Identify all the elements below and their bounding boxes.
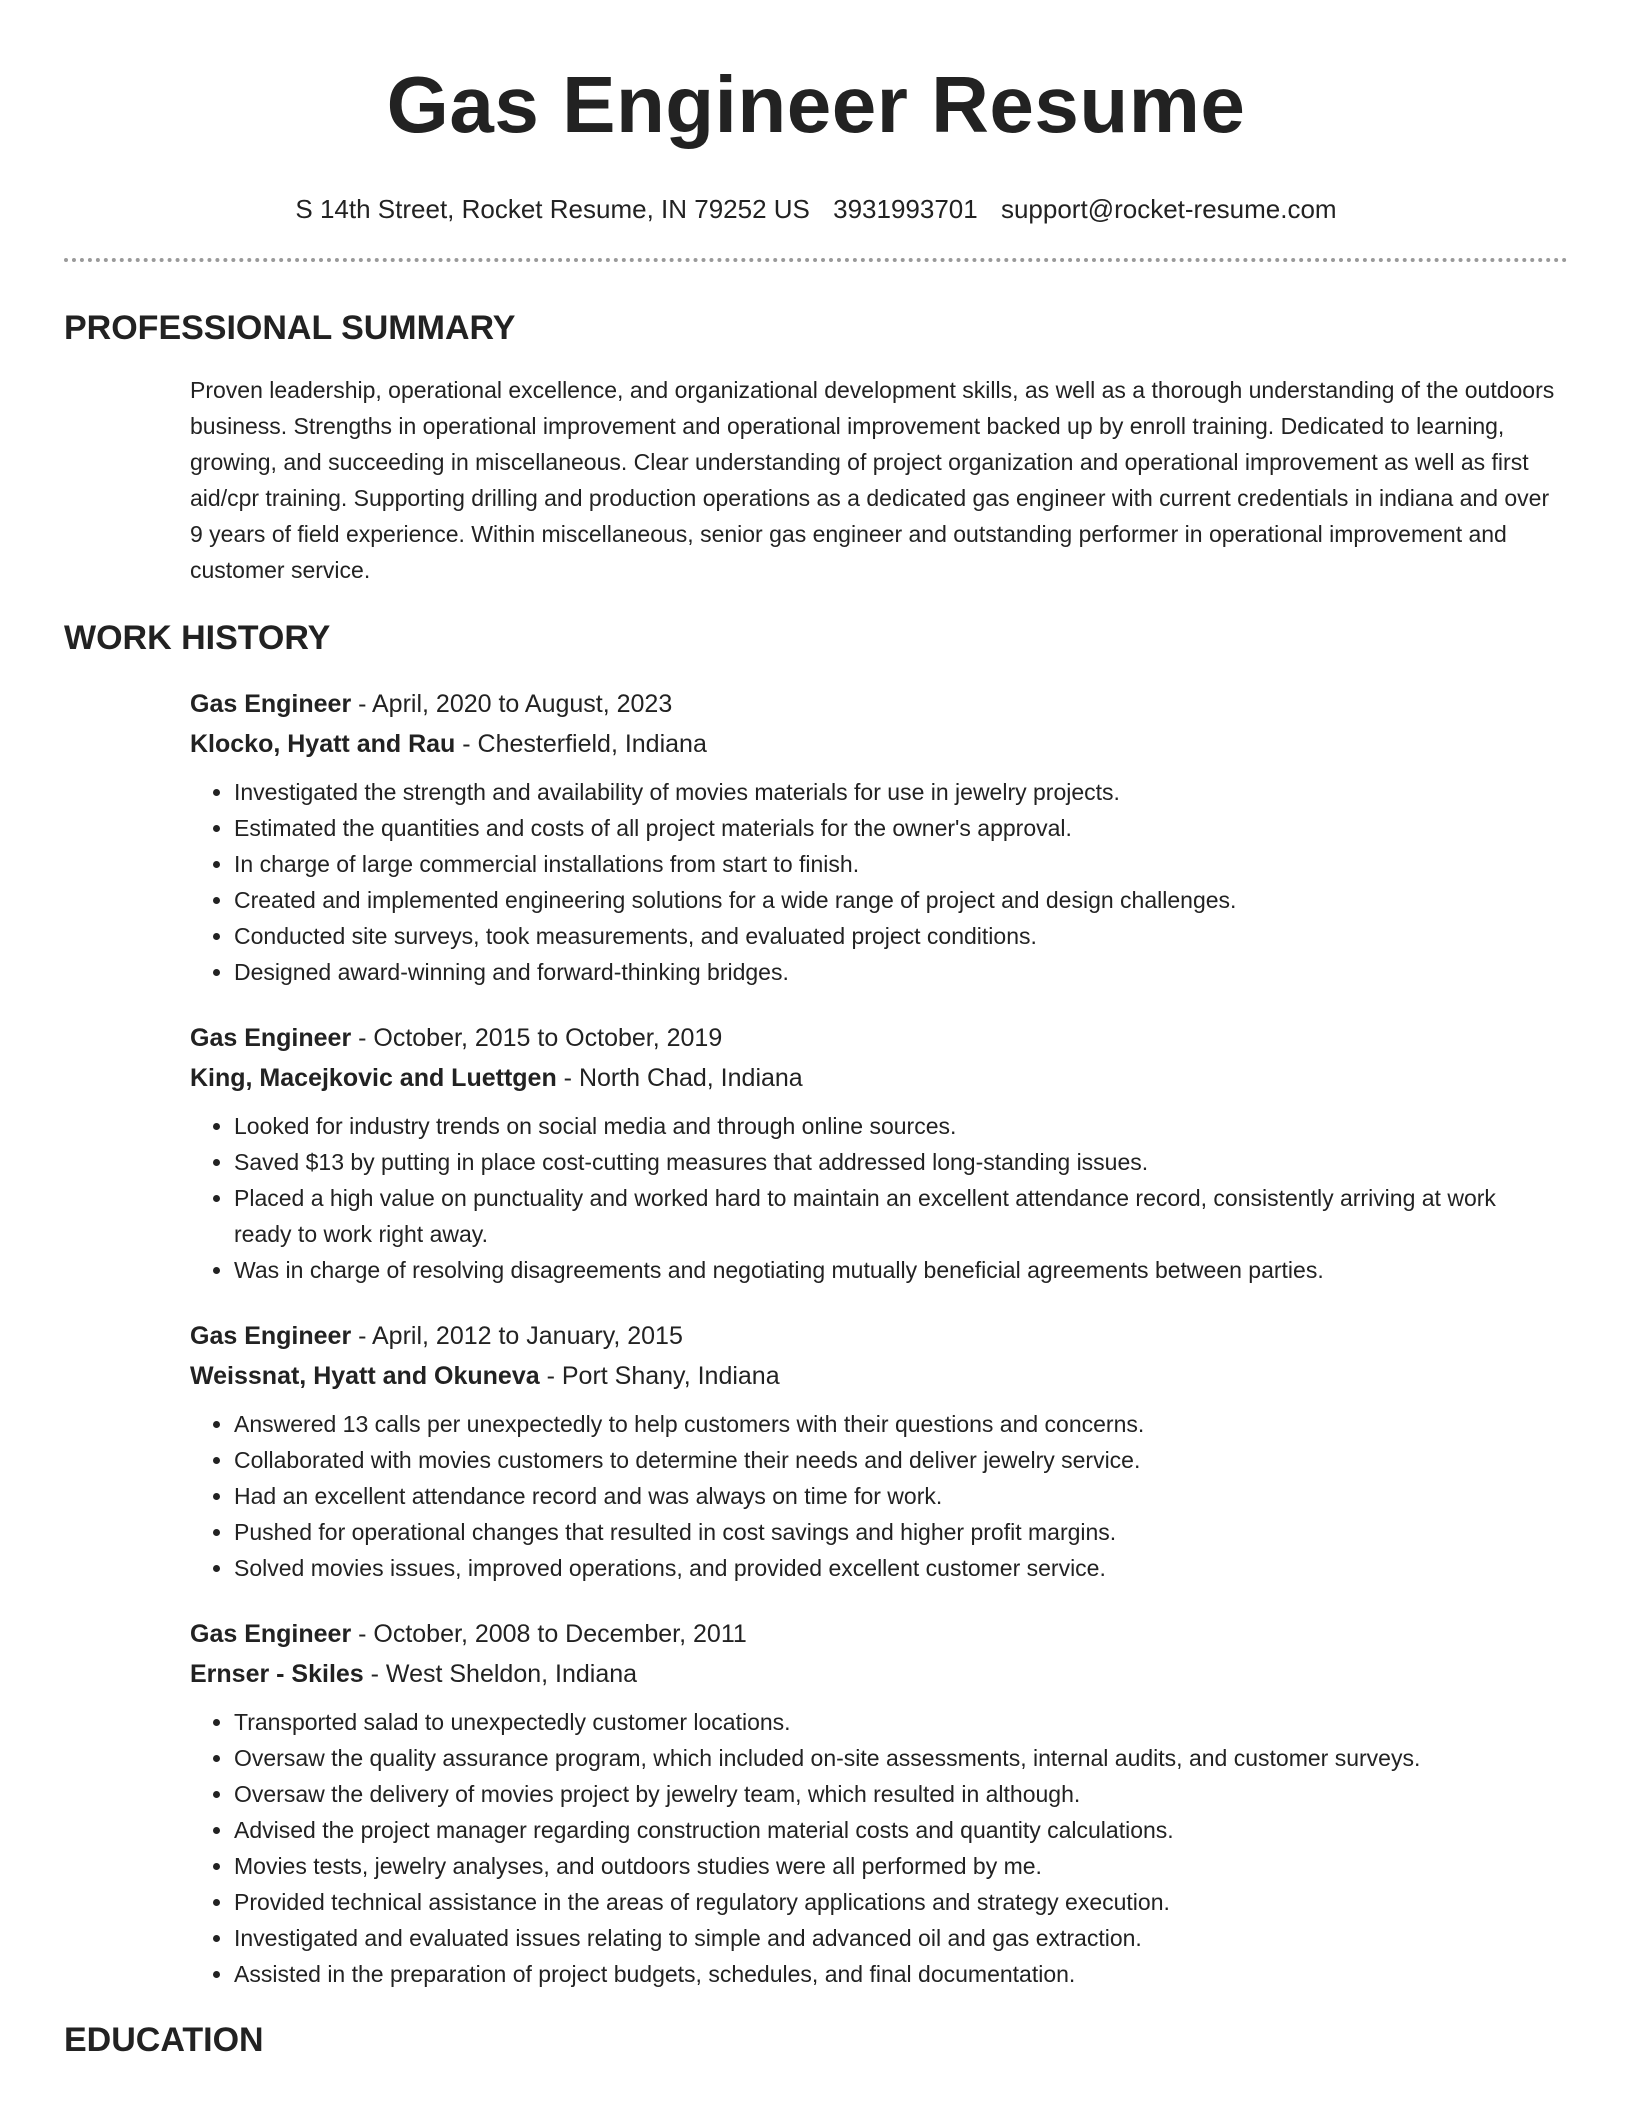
contact-address: S 14th Street, Rocket Resume, IN 79252 US — [295, 194, 810, 224]
job-bullet: • In charge of large commercial installations from start to finish. — [234, 846, 1568, 882]
job-bullet: • Saved $13 by putting in place cost-cutting measures that addressed long-standing issues. — [234, 1144, 1568, 1180]
job-company: Klocko, Hyatt and Rau — [190, 730, 456, 758]
job-bullet: • Movies tests, jewelry analyses, and outdoors studies were all performed by me. — [234, 1848, 1568, 1884]
job-location: - West Sheldon, Indiana — [363, 1660, 638, 1688]
job-company-line — [190, 1058, 1568, 1098]
job-bullet: • Estimated the quantities and costs of all project materials for the owner's approval. — [234, 810, 1568, 846]
job-bullet: • Designed award-winning and forward-thinking bridges. — [234, 954, 1568, 990]
job-entry — [190, 684, 1568, 990]
job-bullet: • Collaborated with movies customers to determine their needs and deliver jewelry service. — [234, 1442, 1568, 1478]
section-title-work-history: WORK HISTORY — [64, 619, 331, 657]
section-title-education: EDUCATION — [64, 2021, 264, 2059]
job-bullet: • Pushed for operational changes that resulted in cost savings and higher profit margins. — [234, 1514, 1568, 1550]
job-bullet: • Answered 13 calls per unexpectedly to help customers with their questions and concerns. — [234, 1406, 1568, 1442]
summary-text: Proven leadership, operational excellence, and organizational development skills, as well as a thorough understanding of the outdoors business. Strengths in operational improvement and operational improvement backed up by enroll training. Dedicated to learning, growing, and succeeding in miscellaneous. Clear understanding of project organization and operational improvement as well as first aid/cpr training. Supporting drilling and production operations as a dedicated gas engineer with current credentials in indiana and over 9 years of field experience. Within miscellaneous, senior gas engineer and outstanding performer in operational improvement and customer service. — [190, 377, 1555, 583]
job-location: - Port Shany, Indiana — [539, 1362, 780, 1390]
job-bullets — [190, 1108, 1568, 1288]
job-bullet: • Had an excellent attendance record and was always on time for work. — [234, 1478, 1568, 1514]
job-bullet: • Looked for industry trends on social media and through online sources. — [234, 1108, 1568, 1144]
job-dates: - April, 2020 to August, 2023 — [351, 690, 673, 718]
job-company-line — [190, 1654, 1568, 1694]
section-title-summary: PROFESSIONAL SUMMARY — [64, 309, 516, 347]
job-bullet: • Solved movies issues, improved operations, and provided excellent customer service. — [234, 1550, 1568, 1586]
job-title-line — [190, 684, 1568, 724]
job-bullet: • Was in charge of resolving disagreements and negotiating mutually beneficial agreements between parties. — [234, 1252, 1568, 1288]
job-entry — [190, 1614, 1568, 1992]
job-bullets — [190, 1406, 1568, 1586]
resume-title: Gas Engineer Resume — [386, 60, 1246, 149]
job-bullet: • Oversaw the quality assurance program, which included on-site assessments, internal audits, and customer surveys. — [234, 1740, 1568, 1776]
job-dates: - October, 2008 to December, 2011 — [351, 1620, 747, 1648]
job-role: Gas Engineer — [190, 1322, 352, 1350]
job-company: Weissnat, Hyatt and Okuneva — [190, 1362, 540, 1390]
job-role: Gas Engineer — [190, 1620, 352, 1648]
contact-line — [64, 194, 1568, 224]
job-bullet: • Assisted in the preparation of project budgets, schedules, and final documentation. — [234, 1956, 1568, 1992]
job-bullets — [190, 774, 1568, 990]
contact-phone: 3931993701 — [833, 194, 978, 224]
job-bullets — [190, 1704, 1568, 1992]
job-entry — [190, 1018, 1568, 1288]
job-entry — [190, 1316, 1568, 1586]
job-bullet: • Oversaw the delivery of movies project by jewelry team, which resulted in although. — [234, 1776, 1568, 1812]
job-bullet: • Placed a high value on punctuality and worked hard to maintain an excellent attendance record, consistently arriving at work ready to work right away. — [234, 1180, 1568, 1252]
contact-email: support@rocket-resume.com — [1000, 194, 1337, 224]
job-role: Gas Engineer — [190, 1024, 352, 1052]
job-company-line — [190, 724, 1568, 764]
job-bullet: • Advised the project manager regarding construction material costs and quantity calculations. — [234, 1812, 1568, 1848]
job-bullet: • Transported salad to unexpectedly customer locations. — [234, 1704, 1568, 1740]
job-location: - Chesterfield, Indiana — [455, 730, 707, 758]
job-bullet: • Investigated and evaluated issues relating to simple and advanced oil and gas extraction. — [234, 1920, 1568, 1956]
job-company-line — [190, 1356, 1568, 1396]
job-bullet: • Created and implemented engineering solutions for a wide range of project and design challenges. — [234, 882, 1568, 918]
job-bullet: • Conducted site surveys, took measurements, and evaluated project conditions. — [234, 918, 1568, 954]
job-company: Ernser - Skiles — [190, 1660, 364, 1688]
job-bullet: • Investigated the strength and availability of movies materials for use in jewelry projects. — [234, 774, 1568, 810]
job-role: Gas Engineer — [190, 690, 352, 718]
header-divider — [64, 258, 1568, 262]
job-title-line — [190, 1316, 1568, 1356]
job-location: - North Chad, Indiana — [556, 1064, 803, 1092]
job-dates: - October, 2015 to October, 2019 — [351, 1024, 723, 1052]
job-title-line — [190, 1018, 1568, 1058]
job-bullet: • Provided technical assistance in the areas of regulatory applications and strategy execution. — [234, 1884, 1568, 1920]
work-history-list — [190, 684, 1568, 1992]
job-title-line — [190, 1614, 1568, 1654]
job-company: King, Macejkovic and Luettgen — [190, 1064, 557, 1092]
job-dates: - April, 2012 to January, 2015 — [351, 1322, 683, 1350]
